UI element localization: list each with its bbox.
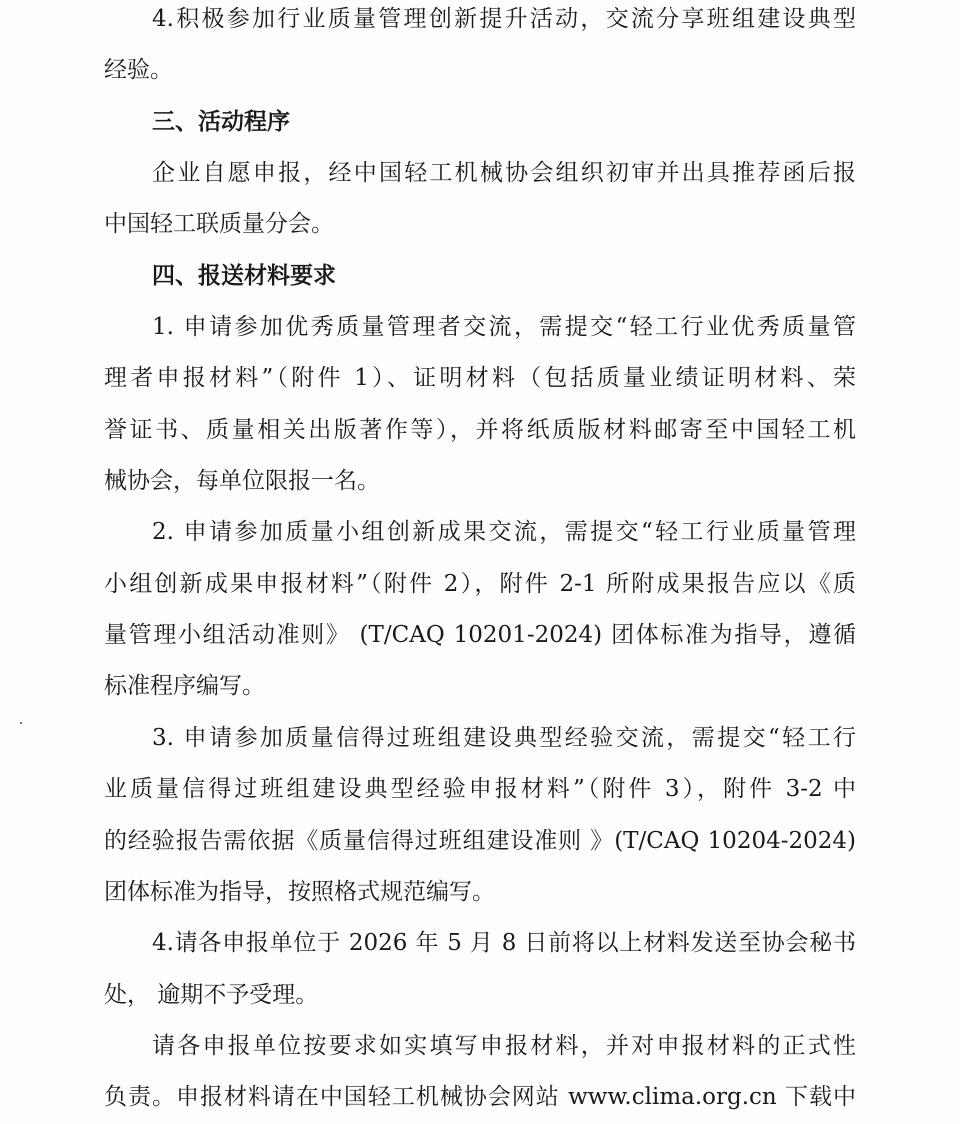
paragraph-line: 经验。 [104,57,173,84]
paragraph-line: 3. 申请参加质量信得过班组建设典型经验交流，需提交“轻工行 [152,724,856,751]
paragraph-line: 的经验报告需依据《质量信得过班组建设准则 》(T/CAQ 10204-2024) [104,827,856,854]
paragraph-line: 小组创新成果申报材料”（附件 2），附件 2-1 所附成果报告应以《质 [104,570,856,597]
paragraph-line: 团体标准为指导，按照格式规范编写。 [104,878,495,905]
paragraph-line: 理者申报材料”（附件 1）、证明材料（包括质量业绩证明材料、荣 [104,365,856,392]
document-page [104,0,856,1124]
paragraph-line: 业质量信得过班组建设典型经验申报材料”（附件 3），附件 3-2 中 [104,776,856,803]
paragraph-line: 负责。申报材料请在中国轻工机械协会网站 www.clima.org.cn 下载中 [104,1084,856,1111]
paragraph-line: 处， 逾期不予受理。 [104,981,319,1008]
section-heading: 四、报送材料要求 [152,262,336,289]
paragraph-line: 1. 申请参加优秀质量管理者交流，需提交“轻工行业优秀质量管 [152,314,856,341]
paragraph-line: 企业自愿申报，经中国轻工机械协会组织初审并出具推荐函后报 [152,160,856,187]
paragraph-line: 械协会，每单位限报一名。 [104,468,380,495]
paragraph-line: 誉证书、质量相关出版著作等），并将纸质版材料邮寄至中国轻工机 [104,416,856,443]
paragraph-line: 请各申报单位按要求如实填写申报材料，并对申报材料的正式性 [152,1032,856,1059]
paragraph-line: 标准程序编写。 [104,673,265,700]
paragraph-line: 量管理小组活动准则》 (T/CAQ 10201-2024) 团体标准为指导，遵循 [104,622,856,649]
paragraph-line: 4.积极参加行业质量管理创新提升活动，交流分享班组建设典型 [152,6,856,32]
paragraph-line: 4.请各申报单位于 2026 年 5 月 8 日前将以上材料发送至协会秘书 [152,930,856,957]
scan-speck [20,722,22,724]
paragraph-line: 中国轻工联质量分会。 [104,211,334,238]
paragraph-line: 2. 申请参加质量小组创新成果交流，需提交“轻工行业质量管理 [152,519,856,546]
section-heading: 三、活动程序 [152,108,290,135]
